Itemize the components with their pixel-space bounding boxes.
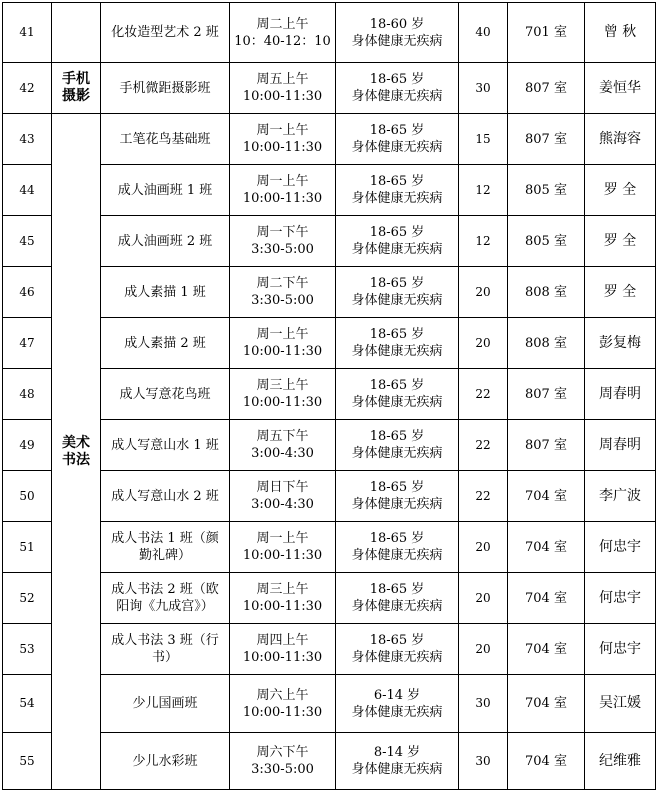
- schedule-cell: [230, 471, 336, 522]
- health-requirement: 身体健康无疾病: [351, 33, 443, 49]
- table-row: [3, 573, 656, 624]
- schedule-day: 周三上午: [256, 582, 309, 597]
- row-number: 51: [3, 522, 52, 573]
- eligibility-cell: [336, 216, 459, 267]
- row-number: 47: [3, 318, 52, 369]
- eligibility-cell: [336, 733, 459, 790]
- capacity: 22: [459, 471, 508, 522]
- table-row: [3, 522, 656, 573]
- schedule-cell: [230, 522, 336, 573]
- eligibility-cell: [336, 3, 459, 63]
- schedule-time: 10:00-11:30: [242, 704, 323, 720]
- schedule-cell: [230, 216, 336, 267]
- table-row: [3, 3, 656, 63]
- age-range: 18-65 岁: [369, 327, 425, 342]
- table-row: [3, 733, 656, 790]
- teacher-name: 何忠宇: [585, 573, 656, 624]
- table-row: [3, 165, 656, 216]
- course-name: 工笔花鸟基础班: [101, 114, 230, 165]
- health-requirement: 身体健康无疾病: [351, 704, 443, 720]
- eligibility-cell: [336, 63, 459, 114]
- schedule-cell: [230, 318, 336, 369]
- row-number: 45: [3, 216, 52, 267]
- schedule-time: 3:30-5:00: [251, 293, 314, 308]
- schedule-time: 3:30-5:00: [251, 762, 314, 777]
- course-name: 成人书法 3 班（行书）: [101, 624, 230, 675]
- schedule-day: 周一下午: [256, 225, 309, 240]
- schedule-time: 10:00-11:30: [242, 395, 323, 410]
- schedule-cell: [230, 165, 336, 216]
- schedule-cell: [230, 733, 336, 790]
- category-cell-empty: [52, 3, 101, 63]
- table-row: [3, 114, 656, 165]
- schedule-time: 10:00-11:30: [242, 140, 323, 155]
- course-name: 成人油画班 2 班: [101, 216, 230, 267]
- table-row: [3, 318, 656, 369]
- course-name: 少儿国画班: [101, 675, 230, 733]
- eligibility-cell: [336, 318, 459, 369]
- teacher-name: 罗 全: [585, 165, 656, 216]
- course-name: 成人素描 2 班: [101, 318, 230, 369]
- course-name: 成人书法 2 班（欧阳询《九成宫》）: [101, 573, 230, 624]
- schedule-time: 3:30-5:00: [251, 242, 314, 257]
- course-name: 成人书法 1 班（颜勤礼碑）: [101, 522, 230, 573]
- health-requirement: 身体健康无疾病: [351, 191, 443, 206]
- table-row: [3, 63, 656, 114]
- health-requirement: 身体健康无疾病: [351, 762, 443, 777]
- schedule-day: 周二上午: [256, 16, 309, 32]
- schedule-time: 10:00-11:30: [242, 89, 323, 104]
- eligibility-cell: [336, 624, 459, 675]
- health-requirement: 身体健康无疾病: [351, 242, 443, 257]
- row-number: 44: [3, 165, 52, 216]
- row-number: 42: [3, 63, 52, 114]
- schedule-day: 周日下午: [256, 480, 309, 495]
- age-range: 6-14 岁: [373, 687, 421, 703]
- schedule-day: 周四上午: [256, 633, 309, 648]
- schedule-time: 10：40-12：10: [234, 33, 331, 49]
- classroom: 704 室: [508, 675, 585, 733]
- schedule-day: 周五上午: [256, 72, 309, 87]
- classroom: 704 室: [508, 522, 585, 573]
- eligibility-cell: [336, 522, 459, 573]
- eligibility-cell: [336, 471, 459, 522]
- teacher-name: 何忠宇: [585, 624, 656, 675]
- schedule-cell: [230, 624, 336, 675]
- classroom: 704 室: [508, 624, 585, 675]
- classroom: 807 室: [508, 420, 585, 471]
- teacher-name: 周春明: [585, 369, 656, 420]
- schedule-time: 10:00-11:30: [242, 344, 323, 359]
- schedule-time: 10:00-11:30: [242, 599, 323, 614]
- teacher-name: 李广波: [585, 471, 656, 522]
- teacher-name: 吴江媛: [585, 675, 656, 733]
- row-number: 54: [3, 675, 52, 733]
- schedule-cell: [230, 3, 336, 63]
- schedule-cell: [230, 114, 336, 165]
- course-name: 化妆造型艺术 2 班: [101, 3, 230, 63]
- classroom: 704 室: [508, 733, 585, 790]
- capacity: 30: [459, 675, 508, 733]
- age-range: 18-65 岁: [369, 480, 425, 495]
- teacher-name: 周春明: [585, 420, 656, 471]
- health-requirement: 身体健康无疾病: [351, 599, 443, 614]
- teacher-name: 曾 秋: [585, 3, 656, 63]
- schedule-day: 周一上午: [256, 174, 309, 189]
- course-name: 成人写意山水 2 班: [101, 471, 230, 522]
- course-name: 少儿水彩班: [101, 733, 230, 790]
- capacity: 20: [459, 267, 508, 318]
- schedule-day: 周二下午: [256, 276, 309, 291]
- teacher-name: 彭复梅: [585, 318, 656, 369]
- age-range: 18-65 岁: [369, 378, 425, 393]
- health-requirement: 身体健康无疾病: [351, 89, 443, 104]
- table-row: [3, 267, 656, 318]
- table-row: [3, 624, 656, 675]
- row-number: 48: [3, 369, 52, 420]
- category-art-calligraphy: 美术 书法: [52, 114, 101, 790]
- row-number: 49: [3, 420, 52, 471]
- classroom: 704 室: [508, 471, 585, 522]
- capacity: 30: [459, 63, 508, 114]
- classroom: 805 室: [508, 216, 585, 267]
- course-name: 手机微距摄影班: [101, 63, 230, 114]
- row-number: 46: [3, 267, 52, 318]
- row-number: 55: [3, 733, 52, 790]
- schedule-time: 3:00-4:30: [251, 497, 314, 512]
- row-number: 53: [3, 624, 52, 675]
- teacher-name: 罗 全: [585, 216, 656, 267]
- eligibility-cell: [336, 420, 459, 471]
- course-name: 成人写意山水 1 班: [101, 420, 230, 471]
- teacher-name: 何忠宇: [585, 522, 656, 573]
- age-range: 18-65 岁: [369, 531, 425, 546]
- eligibility-cell: [336, 573, 459, 624]
- capacity: 20: [459, 318, 508, 369]
- schedule-day: 周三上午: [256, 378, 309, 393]
- classroom: 807 室: [508, 369, 585, 420]
- classroom: 808 室: [508, 318, 585, 369]
- health-requirement: 身体健康无疾病: [351, 140, 443, 155]
- capacity: 20: [459, 624, 508, 675]
- schedule-cell: [230, 573, 336, 624]
- classroom: 807 室: [508, 63, 585, 114]
- age-range: 8-14 岁: [373, 745, 421, 760]
- age-range: 18-65 岁: [369, 276, 425, 291]
- health-requirement: 身体健康无疾病: [351, 293, 443, 308]
- age-range: 18-65 岁: [369, 582, 425, 597]
- teacher-name: 纪维雅: [585, 733, 656, 790]
- eligibility-cell: [336, 114, 459, 165]
- capacity: 20: [459, 522, 508, 573]
- course-schedule-table: [2, 2, 656, 790]
- schedule-day: 周一上午: [256, 123, 309, 138]
- classroom: 808 室: [508, 267, 585, 318]
- course-name: 成人素描 1 班: [101, 267, 230, 318]
- classroom: 701 室: [508, 3, 585, 63]
- teacher-name: 罗 全: [585, 267, 656, 318]
- health-requirement: 身体健康无疾病: [351, 344, 443, 359]
- eligibility-cell: [336, 165, 459, 216]
- schedule-time: 10:00-11:30: [242, 548, 323, 563]
- capacity: 12: [459, 216, 508, 267]
- schedule-day: 周一上午: [256, 531, 309, 546]
- row-number: 41: [3, 3, 52, 63]
- capacity: 20: [459, 573, 508, 624]
- classroom: 805 室: [508, 165, 585, 216]
- health-requirement: 身体健康无疾病: [351, 650, 443, 665]
- age-range: 18-65 岁: [369, 123, 425, 138]
- eligibility-cell: [336, 267, 459, 318]
- row-number: 52: [3, 573, 52, 624]
- schedule-time: 10:00-11:30: [242, 191, 323, 206]
- capacity: 22: [459, 369, 508, 420]
- schedule-cell: [230, 63, 336, 114]
- capacity: 15: [459, 114, 508, 165]
- course-name: 成人油画班 1 班: [101, 165, 230, 216]
- table-row: [3, 369, 656, 420]
- teacher-name: 姜恒华: [585, 63, 656, 114]
- row-number: 50: [3, 471, 52, 522]
- schedule-day: 周六上午: [256, 687, 309, 703]
- capacity: 40: [459, 3, 508, 63]
- health-requirement: 身体健康无疾病: [351, 446, 443, 461]
- category-photography: 手机 摄影: [52, 63, 101, 114]
- capacity: 12: [459, 165, 508, 216]
- schedule-day: 周六下午: [256, 745, 309, 760]
- table-row: [3, 471, 656, 522]
- age-range: 18-65 岁: [369, 225, 425, 240]
- age-range: 18-65 岁: [369, 72, 425, 87]
- table-row: [3, 216, 656, 267]
- classroom: 807 室: [508, 114, 585, 165]
- capacity: 22: [459, 420, 508, 471]
- health-requirement: 身体健康无疾病: [351, 548, 443, 563]
- course-name: 成人写意花鸟班: [101, 369, 230, 420]
- classroom: 704 室: [508, 573, 585, 624]
- schedule-cell: [230, 420, 336, 471]
- eligibility-cell: [336, 369, 459, 420]
- age-range: 18-65 岁: [369, 429, 425, 444]
- schedule-cell: [230, 369, 336, 420]
- table-row: [3, 675, 656, 733]
- table-row: [3, 420, 656, 471]
- age-range: 18-60 岁: [369, 16, 425, 32]
- schedule-day: 周五下午: [256, 429, 309, 444]
- capacity: 30: [459, 733, 508, 790]
- schedule-cell: [230, 675, 336, 733]
- eligibility-cell: [336, 675, 459, 733]
- schedule-time: 10:00-11:30: [242, 650, 323, 665]
- health-requirement: 身体健康无疾病: [351, 497, 443, 512]
- schedule-day: 周一上午: [256, 327, 309, 342]
- row-number: 43: [3, 114, 52, 165]
- schedule-cell: [230, 267, 336, 318]
- age-range: 18-65 岁: [369, 174, 425, 189]
- health-requirement: 身体健康无疾病: [351, 395, 443, 410]
- schedule-time: 3:00-4:30: [251, 446, 314, 461]
- age-range: 18-65 岁: [369, 633, 425, 648]
- teacher-name: 熊海容: [585, 114, 656, 165]
